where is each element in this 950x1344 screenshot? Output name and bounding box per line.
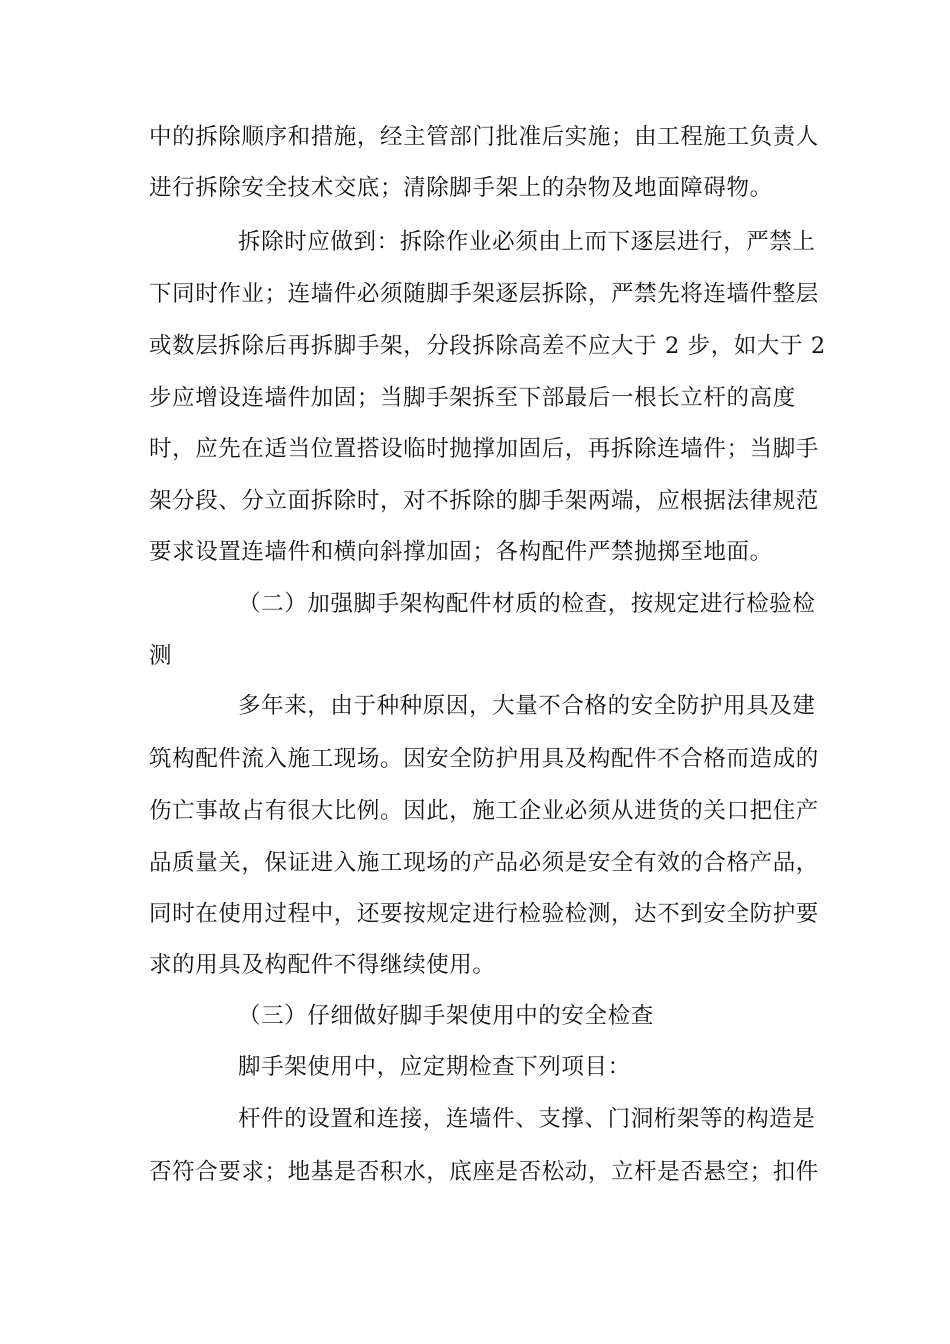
text-line: 中的拆除顺序和措施，经主管部门批准后实施；由工程施工负责人 [149,124,819,150]
text-line: 下同时作业；连墙件必须随脚手架逐层拆除，严禁先将连墙件整层 [149,281,819,307]
paragraph-first-line: 杆件的设置和连接，连墙件、支撑、门洞桁架等的构造是 [238,1106,816,1132]
text-line: 品质量关，保证进入施工现场的产品必须是安全有效的合格产品， [149,850,819,876]
section-heading-continued: 测 [149,643,173,669]
text-line: 伤亡事故占有很大比例。因此，施工企业必须从进货的关口把住产 [149,798,819,824]
paragraph-first-line: 脚手架使用中，应定期检查下列项目： [238,1054,631,1080]
text-line: 求的用具及构配件不得继续使用。 [149,952,496,978]
text-line: 筑构配件流入施工现场。因安全防护用具及构配件不合格而造成的 [149,746,819,772]
text-line: 架分段、分立面拆除时，对不拆除的脚手架两端，应根据法律规范 [149,488,819,514]
text-line: 同时在使用过程中，还要按规定进行检验检测，达不到安全防护要 [149,901,819,927]
paragraph-first-line: 多年来，由于种种原因，大量不合格的安全防护用具及建 [238,693,816,719]
text-line: 否符合要求；地基是否积水，底座是否松动，立杆是否悬空；扣件 [149,1159,819,1185]
text-line: 步应增设连墙件加固；当脚手架拆至下部最后一根长立杆的高度 [149,385,796,411]
section-heading: （二）加强脚手架构配件材质的检查，按规定进行检验检 [238,591,816,617]
paragraph-first-line: 拆除时应做到：拆除作业必须由上而下逐层进行，严禁上 [238,229,816,255]
section-heading: （三）仔细做好脚手架使用中的安全检查 [238,1003,654,1029]
text-line: 时，应先在适当位置搭设临时抛撑加固后，再拆除连墙件；当脚手 [149,436,819,462]
text-line: 进行拆除安全技术交底；清除脚手架上的杂物及地面障碍物。 [149,175,773,201]
text-line: 或数层拆除后再拆脚手架，分段拆除高差不应大于 2 步，如大于 2 [149,333,826,359]
text-line: 要求设置连墙件和横向斜撑加固；各构配件严禁抛掷至地面。 [149,539,773,565]
